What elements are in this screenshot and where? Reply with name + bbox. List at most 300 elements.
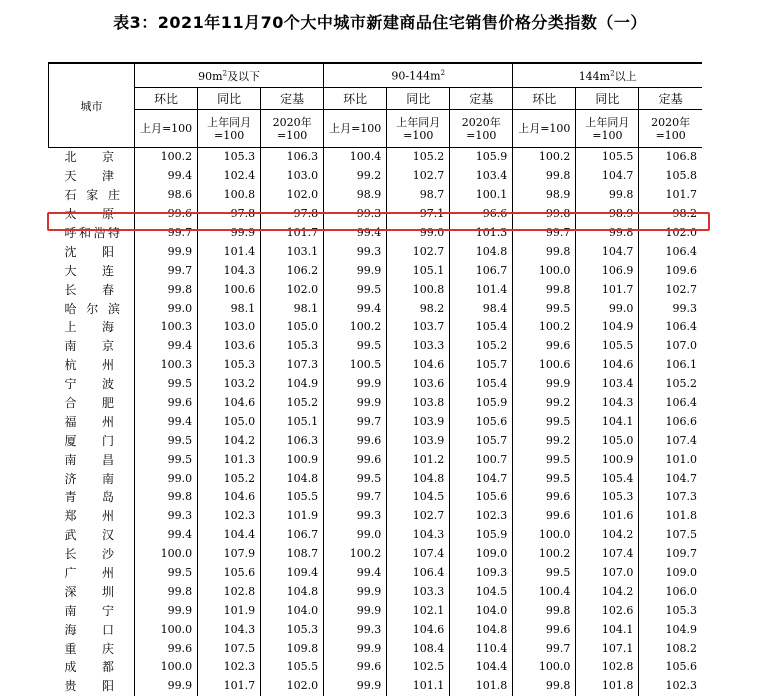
- value-cell: 103.2: [198, 375, 261, 394]
- value-cell: 105.9: [450, 394, 513, 413]
- value-cell: 104.6: [387, 620, 450, 639]
- value-cell: 99.9: [324, 677, 387, 696]
- value-cell: 99.4: [135, 412, 198, 431]
- city-cell: 济南: [64, 471, 115, 486]
- value-cell: 106.4: [639, 242, 702, 261]
- value-cell: 107.0: [576, 564, 639, 583]
- value-cell: 105.3: [261, 337, 324, 356]
- value-cell: 105.1: [261, 412, 324, 431]
- value-cell: 106.8: [639, 148, 702, 167]
- value-cell: 109.4: [261, 564, 324, 583]
- sub-header-1-2: 定基: [450, 88, 513, 110]
- value-cell: 100.2: [135, 148, 198, 167]
- value-cell: 99.9: [135, 677, 198, 696]
- value-cell: 99.4: [135, 526, 198, 545]
- value-cell: 99.5: [324, 469, 387, 488]
- table-row: [49, 488, 703, 507]
- value-cell: 105.2: [639, 375, 702, 394]
- table-row: [49, 186, 703, 205]
- value-cell: 106.0: [639, 582, 702, 601]
- value-cell: 99.7: [135, 261, 198, 280]
- city-cell: 重庆: [64, 641, 115, 656]
- value-cell: 99.2: [324, 167, 387, 186]
- sub-header-2-0: 环比: [513, 88, 576, 110]
- value-cell: 105.5: [261, 658, 324, 677]
- value-cell: 102.1: [387, 601, 450, 620]
- value-cell: 100.6: [513, 356, 576, 375]
- table-row: [49, 337, 703, 356]
- value-cell: 102.3: [198, 658, 261, 677]
- value-cell: 100.4: [513, 582, 576, 601]
- sub-header-0-1: 同比: [198, 88, 261, 110]
- value-cell: 99.6: [135, 394, 198, 413]
- city-cell: 长春: [64, 282, 115, 297]
- table-row: [49, 394, 703, 413]
- value-cell: 109.7: [639, 545, 702, 564]
- value-cell: 100.2: [513, 545, 576, 564]
- value-cell: 107.4: [576, 545, 639, 564]
- value-cell: 99.7: [135, 224, 198, 243]
- value-cell: 105.0: [576, 431, 639, 450]
- value-cell: 100.3: [135, 356, 198, 375]
- value-cell: 104.6: [576, 356, 639, 375]
- value-cell: 103.9: [387, 412, 450, 431]
- table-row: [49, 375, 703, 394]
- table-row: [49, 469, 703, 488]
- value-cell: 107.3: [261, 356, 324, 375]
- table-row: [49, 299, 703, 318]
- value-cell: 105.3: [576, 488, 639, 507]
- value-cell: 101.3: [198, 450, 261, 469]
- sub-header-0-2: 定基: [261, 88, 324, 110]
- value-cell: 105.0: [261, 318, 324, 337]
- city-cell: 海口: [64, 622, 115, 637]
- city-column-header: 城市: [49, 63, 135, 148]
- value-cell: 99.5: [135, 564, 198, 583]
- value-cell: 101.7: [639, 186, 702, 205]
- value-cell: 97.8: [261, 205, 324, 224]
- value-cell: 105.1: [387, 261, 450, 280]
- value-cell: 102.3: [450, 507, 513, 526]
- value-cell: 102.4: [198, 167, 261, 186]
- base-header-2-1: 上年同月 =100: [576, 110, 639, 148]
- value-cell: 102.0: [261, 677, 324, 696]
- value-cell: 104.2: [198, 431, 261, 450]
- city-cell: 天津: [64, 169, 115, 184]
- value-cell: 99.8: [513, 205, 576, 224]
- value-cell: 106.7: [261, 526, 324, 545]
- value-cell: 100.7: [450, 450, 513, 469]
- value-cell: 99.6: [135, 205, 198, 224]
- value-cell: 104.0: [261, 601, 324, 620]
- table-row: [49, 526, 703, 545]
- value-cell: 100.4: [324, 148, 387, 167]
- value-cell: 99.5: [513, 412, 576, 431]
- value-cell: 100.2: [513, 318, 576, 337]
- value-cell: 106.3: [261, 148, 324, 167]
- value-cell: 108.4: [387, 639, 450, 658]
- value-cell: 99.5: [513, 564, 576, 583]
- value-cell: 103.6: [198, 337, 261, 356]
- value-cell: 101.7: [261, 224, 324, 243]
- value-cell: 104.9: [639, 620, 702, 639]
- value-cell: 106.4: [639, 394, 702, 413]
- value-cell: 100.1: [450, 186, 513, 205]
- value-cell: 102.3: [639, 677, 702, 696]
- value-cell: 99.9: [135, 242, 198, 261]
- value-cell: 102.0: [261, 280, 324, 299]
- value-cell: 99.5: [135, 450, 198, 469]
- value-cell: 99.3: [324, 620, 387, 639]
- value-cell: 99.9: [135, 601, 198, 620]
- value-cell: 105.5: [576, 337, 639, 356]
- value-cell: 102.8: [576, 658, 639, 677]
- base-header-0-2: 2020年 =100: [261, 110, 324, 148]
- table-row: [49, 412, 703, 431]
- value-cell: 104.3: [198, 620, 261, 639]
- value-cell: 99.5: [513, 299, 576, 318]
- table-row: [49, 261, 703, 280]
- table-row: [49, 620, 703, 639]
- value-cell: 100.0: [513, 526, 576, 545]
- value-cell: 104.8: [261, 582, 324, 601]
- value-cell: 100.0: [513, 261, 576, 280]
- value-cell: 96.6: [450, 205, 513, 224]
- value-cell: 104.1: [576, 412, 639, 431]
- value-cell: 105.2: [261, 394, 324, 413]
- base-header-0-0: 上月=100: [135, 110, 198, 148]
- value-cell: 106.2: [261, 261, 324, 280]
- value-cell: 98.6: [135, 186, 198, 205]
- value-cell: 99.3: [639, 299, 702, 318]
- table-row: [49, 167, 703, 186]
- value-cell: 105.3: [198, 356, 261, 375]
- value-cell: 99.4: [324, 564, 387, 583]
- value-cell: 105.3: [639, 601, 702, 620]
- value-cell: 102.7: [387, 242, 450, 261]
- city-cell: 福州: [64, 414, 115, 429]
- value-cell: 100.6: [198, 280, 261, 299]
- value-cell: 99.9: [324, 601, 387, 620]
- value-cell: 107.5: [198, 639, 261, 658]
- value-cell: 102.5: [387, 658, 450, 677]
- table-body: [49, 148, 703, 696]
- value-cell: 109.0: [639, 564, 702, 583]
- table-row: [49, 280, 703, 299]
- value-cell: 100.0: [135, 545, 198, 564]
- value-cell: 101.7: [576, 280, 639, 299]
- value-cell: 99.7: [324, 488, 387, 507]
- value-cell: 105.4: [576, 469, 639, 488]
- value-cell: 105.0: [198, 412, 261, 431]
- value-cell: 100.2: [513, 148, 576, 167]
- value-cell: 104.3: [576, 394, 639, 413]
- value-cell: 105.7: [450, 431, 513, 450]
- value-cell: 99.8: [576, 224, 639, 243]
- value-cell: 99.9: [324, 394, 387, 413]
- value-cell: 104.6: [387, 356, 450, 375]
- value-cell: 101.6: [576, 507, 639, 526]
- value-cell: 99.8: [513, 677, 576, 696]
- value-cell: 107.4: [639, 431, 702, 450]
- value-cell: 101.0: [639, 450, 702, 469]
- value-cell: 104.5: [387, 488, 450, 507]
- value-cell: 99.8: [135, 280, 198, 299]
- table-row: [49, 582, 703, 601]
- value-cell: 104.9: [261, 375, 324, 394]
- value-cell: 99.6: [324, 450, 387, 469]
- value-cell: 107.1: [576, 639, 639, 658]
- value-cell: 101.4: [450, 280, 513, 299]
- city-cell: 南京: [64, 339, 115, 354]
- table-row: [49, 205, 703, 224]
- value-cell: 100.5: [324, 356, 387, 375]
- value-cell: 99.0: [576, 299, 639, 318]
- city-cell: 石家庄: [64, 188, 121, 203]
- value-cell: 99.3: [324, 507, 387, 526]
- city-cell: 广州: [64, 566, 115, 581]
- value-cell: 97.8: [198, 205, 261, 224]
- value-cell: 105.9: [450, 148, 513, 167]
- value-cell: 99.7: [513, 639, 576, 658]
- value-cell: 97.1: [387, 205, 450, 224]
- value-cell: 104.4: [198, 526, 261, 545]
- base-header-2-2: 2020年 =100: [639, 110, 702, 148]
- value-cell: 102.7: [387, 507, 450, 526]
- value-cell: 98.2: [387, 299, 450, 318]
- city-cell: 武汉: [64, 528, 115, 543]
- value-cell: 105.3: [198, 148, 261, 167]
- value-cell: 104.6: [198, 488, 261, 507]
- value-cell: 99.8: [135, 582, 198, 601]
- city-cell: 北京: [64, 150, 115, 165]
- value-cell: 101.9: [198, 601, 261, 620]
- value-cell: 99.4: [324, 299, 387, 318]
- value-cell: 99.5: [135, 375, 198, 394]
- value-cell: 102.0: [639, 224, 702, 243]
- table-row: [49, 545, 703, 564]
- value-cell: 106.4: [639, 318, 702, 337]
- value-cell: 104.7: [576, 242, 639, 261]
- value-cell: 108.2: [639, 639, 702, 658]
- value-cell: 99.6: [324, 658, 387, 677]
- value-cell: 98.7: [387, 186, 450, 205]
- table-row: [49, 639, 703, 658]
- value-cell: 106.1: [639, 356, 702, 375]
- value-cell: 99.9: [513, 375, 576, 394]
- value-cell: 99.3: [324, 242, 387, 261]
- value-cell: 103.3: [387, 582, 450, 601]
- city-cell: 沈阳: [64, 244, 115, 259]
- table-row: [49, 148, 703, 167]
- value-cell: 100.2: [324, 318, 387, 337]
- city-cell: 宁波: [64, 377, 115, 392]
- value-cell: 103.9: [387, 431, 450, 450]
- city-cell: 成都: [64, 660, 115, 675]
- value-cell: 105.2: [387, 148, 450, 167]
- value-cell: 99.0: [324, 526, 387, 545]
- value-cell: 99.2: [513, 431, 576, 450]
- value-cell: 106.7: [450, 261, 513, 280]
- value-cell: 102.0: [261, 186, 324, 205]
- value-cell: 103.4: [450, 167, 513, 186]
- value-cell: 104.7: [576, 167, 639, 186]
- base-header-1-2: 2020年 =100: [450, 110, 513, 148]
- city-cell: 青岛: [64, 490, 115, 505]
- sub-header-1-1: 同比: [387, 88, 450, 110]
- value-cell: 104.3: [198, 261, 261, 280]
- value-cell: 98.4: [450, 299, 513, 318]
- value-cell: 105.2: [198, 469, 261, 488]
- city-cell: 长沙: [64, 547, 115, 562]
- value-cell: 105.6: [450, 412, 513, 431]
- value-cell: 100.0: [135, 658, 198, 677]
- value-cell: 99.6: [324, 431, 387, 450]
- value-cell: 103.8: [387, 394, 450, 413]
- value-cell: 99.4: [135, 167, 198, 186]
- value-cell: 109.0: [450, 545, 513, 564]
- value-cell: 109.3: [450, 564, 513, 583]
- value-cell: 104.4: [450, 658, 513, 677]
- value-cell: 103.3: [387, 337, 450, 356]
- value-cell: 99.5: [324, 337, 387, 356]
- group-header-medium: $90-144m^2$: [324, 63, 513, 88]
- value-cell: 104.3: [387, 526, 450, 545]
- value-cell: 99.9: [324, 582, 387, 601]
- base-header-0-1: 上年同月 =100: [198, 110, 261, 148]
- city-cell: 南昌: [64, 452, 115, 467]
- value-cell: 101.2: [387, 450, 450, 469]
- value-cell: 105.6: [450, 488, 513, 507]
- value-cell: 106.3: [261, 431, 324, 450]
- value-cell: 104.5: [450, 582, 513, 601]
- value-cell: 104.0: [450, 601, 513, 620]
- sub-header-0-0: 环比: [135, 88, 198, 110]
- value-cell: 100.2: [324, 545, 387, 564]
- value-cell: 99.2: [513, 394, 576, 413]
- value-cell: 100.0: [135, 620, 198, 639]
- city-cell: 合肥: [64, 396, 115, 411]
- value-cell: 103.4: [576, 375, 639, 394]
- value-cell: 100.0: [513, 658, 576, 677]
- table-row: [49, 601, 703, 620]
- city-cell: 大连: [64, 263, 115, 278]
- value-cell: 106.4: [387, 564, 450, 583]
- value-cell: 99.9: [324, 639, 387, 658]
- value-cell: 100.9: [576, 450, 639, 469]
- value-cell: 99.8: [135, 488, 198, 507]
- value-cell: 99.6: [513, 507, 576, 526]
- page-title: 表3：2021年11月70个大中城市新建商品住宅销售价格分类指数（一）: [113, 13, 647, 32]
- city-cell: 厦门: [64, 433, 115, 448]
- value-cell: 101.7: [198, 677, 261, 696]
- value-cell: 101.4: [198, 242, 261, 261]
- value-cell: 102.3: [198, 507, 261, 526]
- value-cell: 105.6: [639, 658, 702, 677]
- value-cell: 104.9: [576, 318, 639, 337]
- value-cell: 98.1: [261, 299, 324, 318]
- value-cell: 99.4: [135, 337, 198, 356]
- value-cell: 99.8: [513, 280, 576, 299]
- value-cell: 104.2: [576, 526, 639, 545]
- value-cell: 99.0: [387, 224, 450, 243]
- value-cell: 98.9: [576, 205, 639, 224]
- city-cell: 上海: [64, 320, 115, 335]
- value-cell: 99.6: [513, 488, 576, 507]
- city-cell: 南宁: [64, 603, 115, 618]
- value-cell: 105.5: [261, 488, 324, 507]
- table-row: [49, 564, 703, 583]
- table-row: [49, 658, 703, 677]
- value-cell: 105.5: [576, 148, 639, 167]
- value-cell: 99.6: [135, 639, 198, 658]
- value-cell: 104.7: [450, 469, 513, 488]
- value-cell: 99.8: [576, 186, 639, 205]
- value-cell: 107.4: [387, 545, 450, 564]
- value-cell: 99.4: [324, 224, 387, 243]
- value-cell: 99.9: [324, 261, 387, 280]
- table-row: [49, 318, 703, 337]
- value-cell: 99.0: [135, 299, 198, 318]
- value-cell: 99.6: [513, 337, 576, 356]
- base-row: [49, 110, 703, 148]
- group-header-small: $90m^2$及以下: [135, 63, 324, 88]
- value-cell: 102.8: [198, 582, 261, 601]
- value-cell: 104.1: [576, 620, 639, 639]
- value-cell: 102.7: [387, 167, 450, 186]
- value-cell: 107.5: [639, 526, 702, 545]
- value-cell: 103.0: [261, 167, 324, 186]
- table-row: [49, 450, 703, 469]
- value-cell: 99.5: [135, 431, 198, 450]
- value-cell: 99.5: [513, 469, 576, 488]
- value-cell: 104.7: [639, 469, 702, 488]
- value-cell: 100.8: [387, 280, 450, 299]
- value-cell: 104.8: [450, 620, 513, 639]
- table-row: [49, 224, 703, 243]
- value-cell: 105.6: [198, 564, 261, 583]
- value-cell: 99.5: [324, 280, 387, 299]
- value-cell: 101.8: [639, 507, 702, 526]
- value-cell: 107.9: [198, 545, 261, 564]
- city-cell: 太原: [64, 207, 115, 222]
- subheader-row: [49, 88, 703, 110]
- value-cell: 107.3: [639, 488, 702, 507]
- value-cell: 105.8: [639, 167, 702, 186]
- value-cell: 110.4: [450, 639, 513, 658]
- value-cell: 104.8: [450, 242, 513, 261]
- value-cell: 98.9: [513, 186, 576, 205]
- value-cell: 99.9: [324, 375, 387, 394]
- value-cell: 100.8: [198, 186, 261, 205]
- value-cell: 102.7: [639, 280, 702, 299]
- sub-header-2-2: 定基: [639, 88, 702, 110]
- value-cell: 99.8: [513, 242, 576, 261]
- value-cell: 101.9: [261, 507, 324, 526]
- value-cell: 99.9: [198, 224, 261, 243]
- city-cell: 呼和浩特: [64, 226, 121, 240]
- value-cell: 101.8: [576, 677, 639, 696]
- value-cell: 106.6: [639, 412, 702, 431]
- value-cell: 99.3: [324, 205, 387, 224]
- value-cell: 99.7: [513, 224, 576, 243]
- value-cell: 109.6: [639, 261, 702, 280]
- value-cell: 102.6: [576, 601, 639, 620]
- value-cell: 101.3: [450, 224, 513, 243]
- value-cell: 101.1: [387, 677, 450, 696]
- value-cell: 100.9: [261, 450, 324, 469]
- value-cell: 99.8: [513, 167, 576, 186]
